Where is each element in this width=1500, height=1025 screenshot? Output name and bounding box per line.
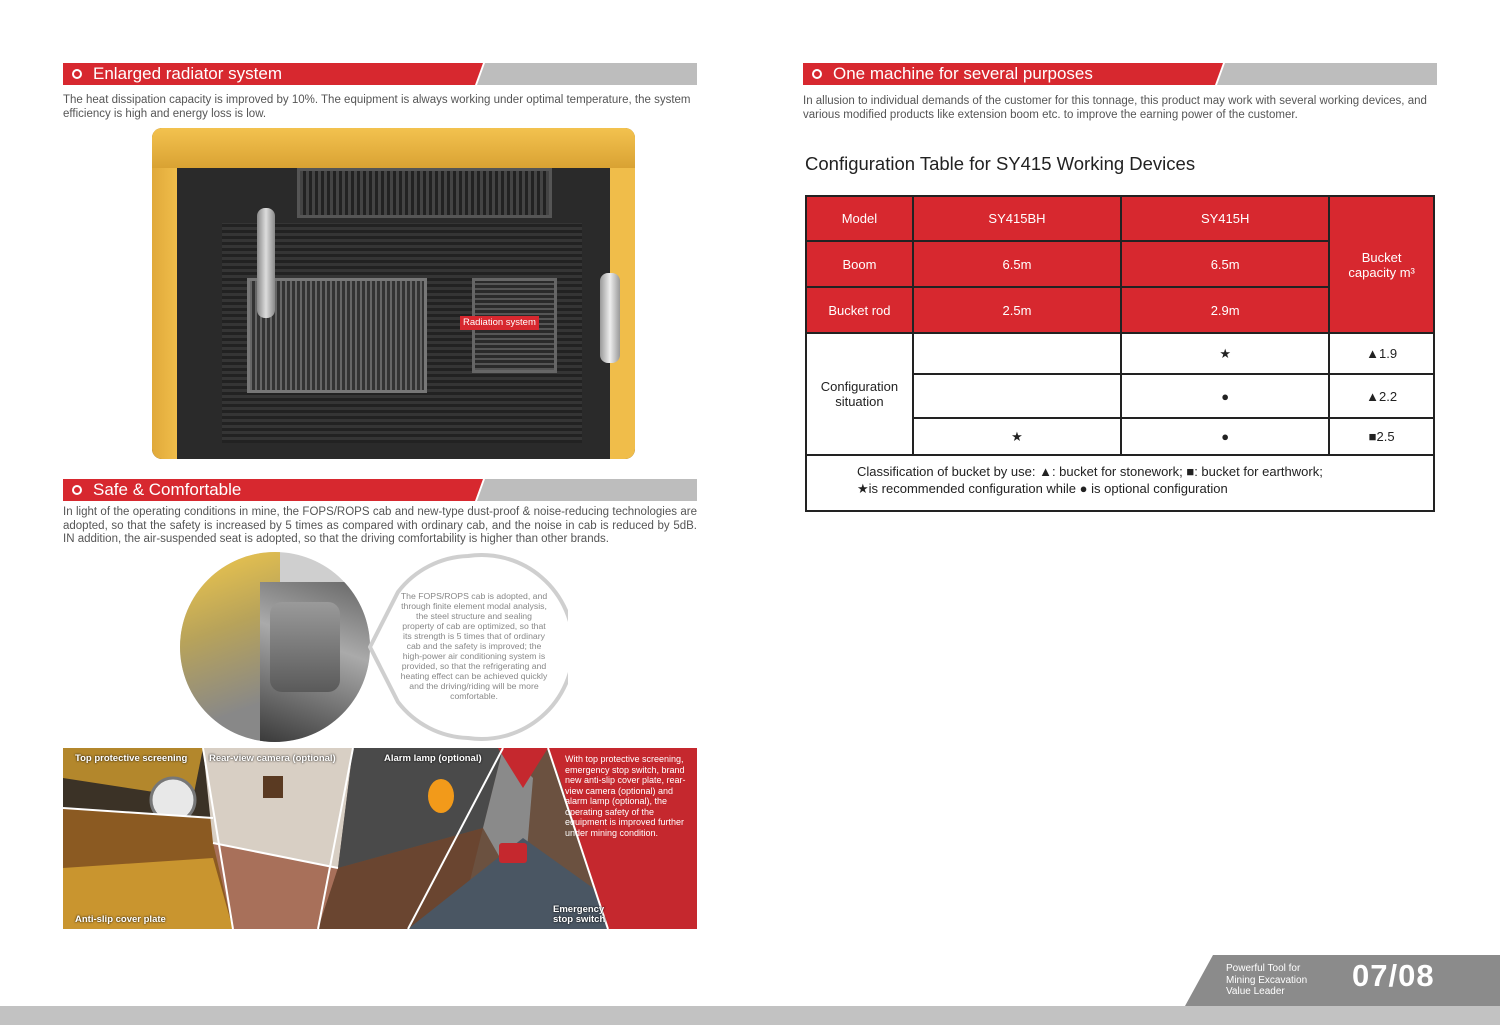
cell-rod-1: 2.5m xyxy=(913,287,1121,333)
cell-config-1-1 xyxy=(913,333,1121,374)
note-line-2: ★is recommended configuration while ● is optional configuration xyxy=(857,481,1228,496)
cell-capacity-1: ▲1.9 xyxy=(1329,333,1434,374)
cell-capacity-3: ■2.5 xyxy=(1329,418,1434,455)
header-configuration: Configuration situation xyxy=(806,333,913,455)
label-top-screening: Top protective screening xyxy=(75,753,188,764)
circle-bullet-icon xyxy=(72,69,82,79)
circle-bullet-icon xyxy=(812,69,822,79)
header-boom: Boom xyxy=(806,241,913,287)
label-alarm-lamp: Alarm lamp (optional) xyxy=(384,753,482,764)
section-title: Enlarged radiator system xyxy=(93,64,282,83)
radiator-description: The heat dissipation capacity is improved by 10%. The equipment is always working under optimal temperature, the system efficiency is high and energy loss is low. xyxy=(63,94,691,120)
circle-bullet-icon xyxy=(72,485,82,495)
section-header-safe xyxy=(63,479,697,501)
header-model: Model xyxy=(806,196,913,241)
cell-boom-2: 6.5m xyxy=(1121,241,1329,287)
collage-description: With top protective screening, emergency stop switch, brand new anti-slip cover plate, rear-view camera (optional) and alarm lamp (optional), the operating safety of the equipment is improved further under mining condition. xyxy=(565,754,686,838)
section-title: Safe & Comfortable xyxy=(93,480,242,499)
header-bucket-capacity: Bucket capacity m³ xyxy=(1329,196,1434,333)
footer-bar xyxy=(0,1006,1500,1025)
cell-config-1-2: ★ xyxy=(1121,333,1329,374)
cell-config-2-2: ● xyxy=(1121,374,1329,418)
section-header-radiator xyxy=(63,63,697,85)
header-bucket-rod: Bucket rod xyxy=(806,287,913,333)
radiation-system-label: Radiation system xyxy=(460,316,539,330)
footer-slogan: Powerful Tool for Mining Excavation Value Leader xyxy=(1226,963,1308,997)
label-emergency: Emergency xyxy=(553,904,605,915)
label-anti-slip: Anti-slip cover plate xyxy=(75,914,166,925)
cell-boom-1: 6.5m xyxy=(913,241,1121,287)
label-stop-switch: stop switch xyxy=(553,914,606,925)
model-sy415h: SY415H xyxy=(1121,196,1329,241)
safety-features-collage xyxy=(63,748,697,929)
config-table-title: Configuration Table for SY415 Working Devices xyxy=(805,153,1196,174)
cell-capacity-2: ▲2.2 xyxy=(1329,374,1434,418)
section-title: One machine for several purposes xyxy=(833,64,1093,83)
note-line-1: Classification of bucket by use: ▲: bucket for stonework; ■: bucket for earthwork; xyxy=(857,464,1323,479)
cab-photo xyxy=(180,552,370,742)
safe-description: In light of the operating conditions in mine, the FOPS/ROPS cab and new-type dust-proof & noise-reducing technologies are adopted, so that the safety is increased by 5 times as compared with ordinary cab, and the noise in cab is reduced by 5dB. IN addition, the air-suspended seat is adopted, so that the driving comfortability is higher than other brands. xyxy=(63,506,697,545)
cell-config-3-2: ● xyxy=(1121,418,1329,455)
purposes-description: In allusion to individual demands of the customer for this tonnage, this product may work with several working devices, and various modified products like extension boom etc. to improve the earning power of the customer. xyxy=(803,95,1427,121)
cell-config-3-1: ★ xyxy=(913,418,1121,455)
radiator-photo xyxy=(152,128,635,459)
cell-rod-2: 2.9m xyxy=(1121,287,1329,333)
configuration-table xyxy=(805,195,1435,456)
table-note xyxy=(857,463,1323,497)
model-sy415bh: SY415BH xyxy=(913,196,1121,241)
cab-description: The FOPS/ROPS cab is adopted, and through finite element modal analysis, the steel structure and sealing property of cab are optimized, so that its strength is 5 times that of ordinary cab and the safety is improved; the high-power air conditioning system is provided, so that the refrigerating and heating effect can be achieved quickly and the driving/riding will be more comfortable. xyxy=(400,591,548,701)
cell-config-2-1 xyxy=(913,374,1121,418)
label-rear-camera: Rear-view camera (optional) xyxy=(209,753,336,764)
section-header-purposes xyxy=(803,63,1437,85)
page-number: 07/08 xyxy=(1352,958,1435,993)
